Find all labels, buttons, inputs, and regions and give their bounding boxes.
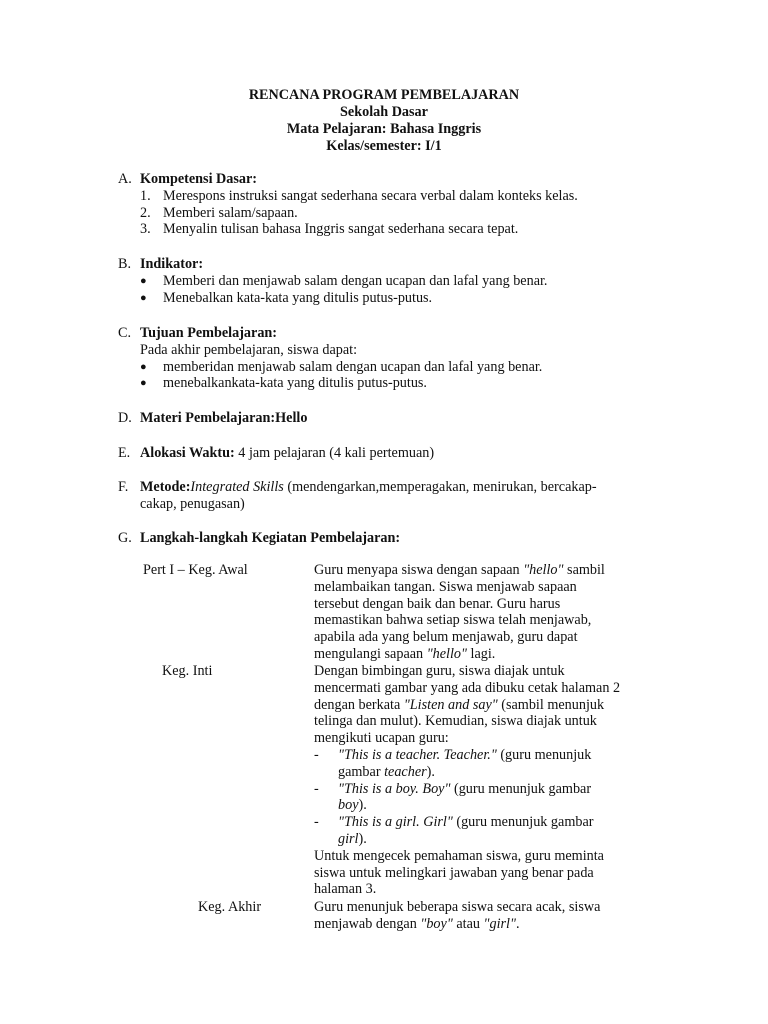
list-item xyxy=(118,221,658,238)
section-b xyxy=(118,256,658,306)
item-text: Memberi dan menjawab salam dengan ucapan dan lafal yang benar. xyxy=(163,272,548,289)
section-letter: G. xyxy=(118,530,132,546)
bullet-icon: ● xyxy=(140,377,147,390)
section-value: Hello xyxy=(275,410,308,426)
section-title: Alokasi Waktu: xyxy=(140,445,235,461)
section-f xyxy=(118,479,658,513)
activity-label-awal: Pert I – Keg. Awal xyxy=(143,562,248,578)
item-number: 1. xyxy=(140,187,151,204)
list-item: - "This is a teacher. Teacher." (guru menunjuk gambar teacher). xyxy=(314,746,592,780)
section-letter: D. xyxy=(118,410,132,426)
section-title: Kompetensi Dasar: xyxy=(140,171,258,187)
activity-inti-text: Dengan bimbingan guru, siswa diajak untuk mencermati gambar yang ada dibuku cetak halaman 2 dengan berkata "Listen and say" (sambil menunjuk telinga dan mulut). Kemudian, siswa diajak untuk mengikuti ucapan guru: - "This is a teacher. Teacher." (guru menunjuk gambar teacher). - "This is a boy. Boy" (guru menunjuk gambar boy). - "This is a girl. Girl" (guru menunjuk gambar girl). Untuk mengecek pemahaman siswa, guru meminta siswa untuk melingkari jawaban yang benar pada halaman 3. xyxy=(314,663,654,898)
list-item xyxy=(118,188,658,205)
item-number: 3. xyxy=(140,221,151,238)
section-letter: C. xyxy=(118,325,132,341)
section-intro: Pada akhir pembelajaran, siswa dapat: xyxy=(140,341,358,358)
doc-title: RENCANA PROGRAM PEMBELAJARAN xyxy=(248,87,520,103)
activity-awal-text: Guru menyapa siswa dengan sapaan "hello" sambil melambaikan tangan. Siswa menjawab sapaan tersebut dengan baik dan benar. Guru harus memastikan bahwa setiap siswa telah menjawab, apabila ada yang belum menjawab, guru dapat mengulangi sapaan "hello" lagi. xyxy=(314,562,605,662)
section-e xyxy=(118,445,658,462)
method-detail: (mendengarkan,memperagakan, menirukan, bercakap- xyxy=(283,479,597,495)
item-text: Memberi salam/sapaan. xyxy=(163,204,298,221)
grade-line: Kelas/semester: I/1 xyxy=(326,138,442,154)
method-detail-cont: cakap, penugasan) xyxy=(140,495,245,512)
bullet-icon: ● xyxy=(140,274,147,287)
section-title: Metode: xyxy=(140,479,191,495)
section-letter: E. xyxy=(118,445,131,461)
school-level: Sekolah Dasar xyxy=(340,104,428,120)
list-item xyxy=(118,375,658,392)
item-text: Merespons instruksi sangat sederhana secara verbal dalam konteks kelas. xyxy=(163,187,578,204)
item-text: Menyalin tulisan bahasa Inggris sangat sederhana secara tepat. xyxy=(163,221,519,238)
section-title: Indikator: xyxy=(140,256,204,272)
section-d xyxy=(118,410,658,427)
section-letter: F. xyxy=(118,479,129,495)
activity-label-akhir: Keg. Akhir xyxy=(198,899,262,915)
section-value: 4 jam pelajaran (4 kali pertemuan) xyxy=(234,445,435,461)
item-text: memberidan menjawab salam dengan ucapan dan lafal yang benar. xyxy=(163,358,543,375)
list-item xyxy=(118,205,658,222)
section-letter: A. xyxy=(118,171,132,187)
section-title: Langkah-langkah Kegiatan Pembelajaran: xyxy=(140,530,401,546)
bullet-icon: ● xyxy=(140,360,147,373)
activity-akhir-text: Guru menunjuk beberapa siswa secara acak, siswa menjawab dengan "boy" atau "girl". xyxy=(314,899,601,932)
item-text: Menebalkan kata-kata yang ditulis putus-putus. xyxy=(163,289,433,306)
list-item: - "This is a boy. Boy" (guru menunjuk gambar boy). xyxy=(314,780,592,814)
section-c xyxy=(118,325,658,392)
list-item xyxy=(118,290,658,307)
method-name: Integrated Skills xyxy=(190,479,284,495)
item-number: 2. xyxy=(140,204,151,221)
list-item xyxy=(118,359,658,376)
section-g xyxy=(118,530,658,547)
subject-line: Mata Pelajaran: Bahasa Inggris xyxy=(286,121,482,137)
activity-label-inti: Keg. Inti xyxy=(162,663,213,679)
bullet-icon: ● xyxy=(140,291,147,304)
section-a xyxy=(118,171,658,238)
section-letter: B. xyxy=(118,256,132,272)
section-title: Tujuan Pembelajaran: xyxy=(140,325,278,341)
list-item: - "This is a girl. Girl" (guru menunjuk gambar girl). xyxy=(314,814,594,847)
item-text: menebalkankata-kata yang ditulis putus-putus. xyxy=(163,375,427,392)
list-item xyxy=(118,273,658,290)
section-title: Materi Pembelajaran: xyxy=(140,410,276,426)
